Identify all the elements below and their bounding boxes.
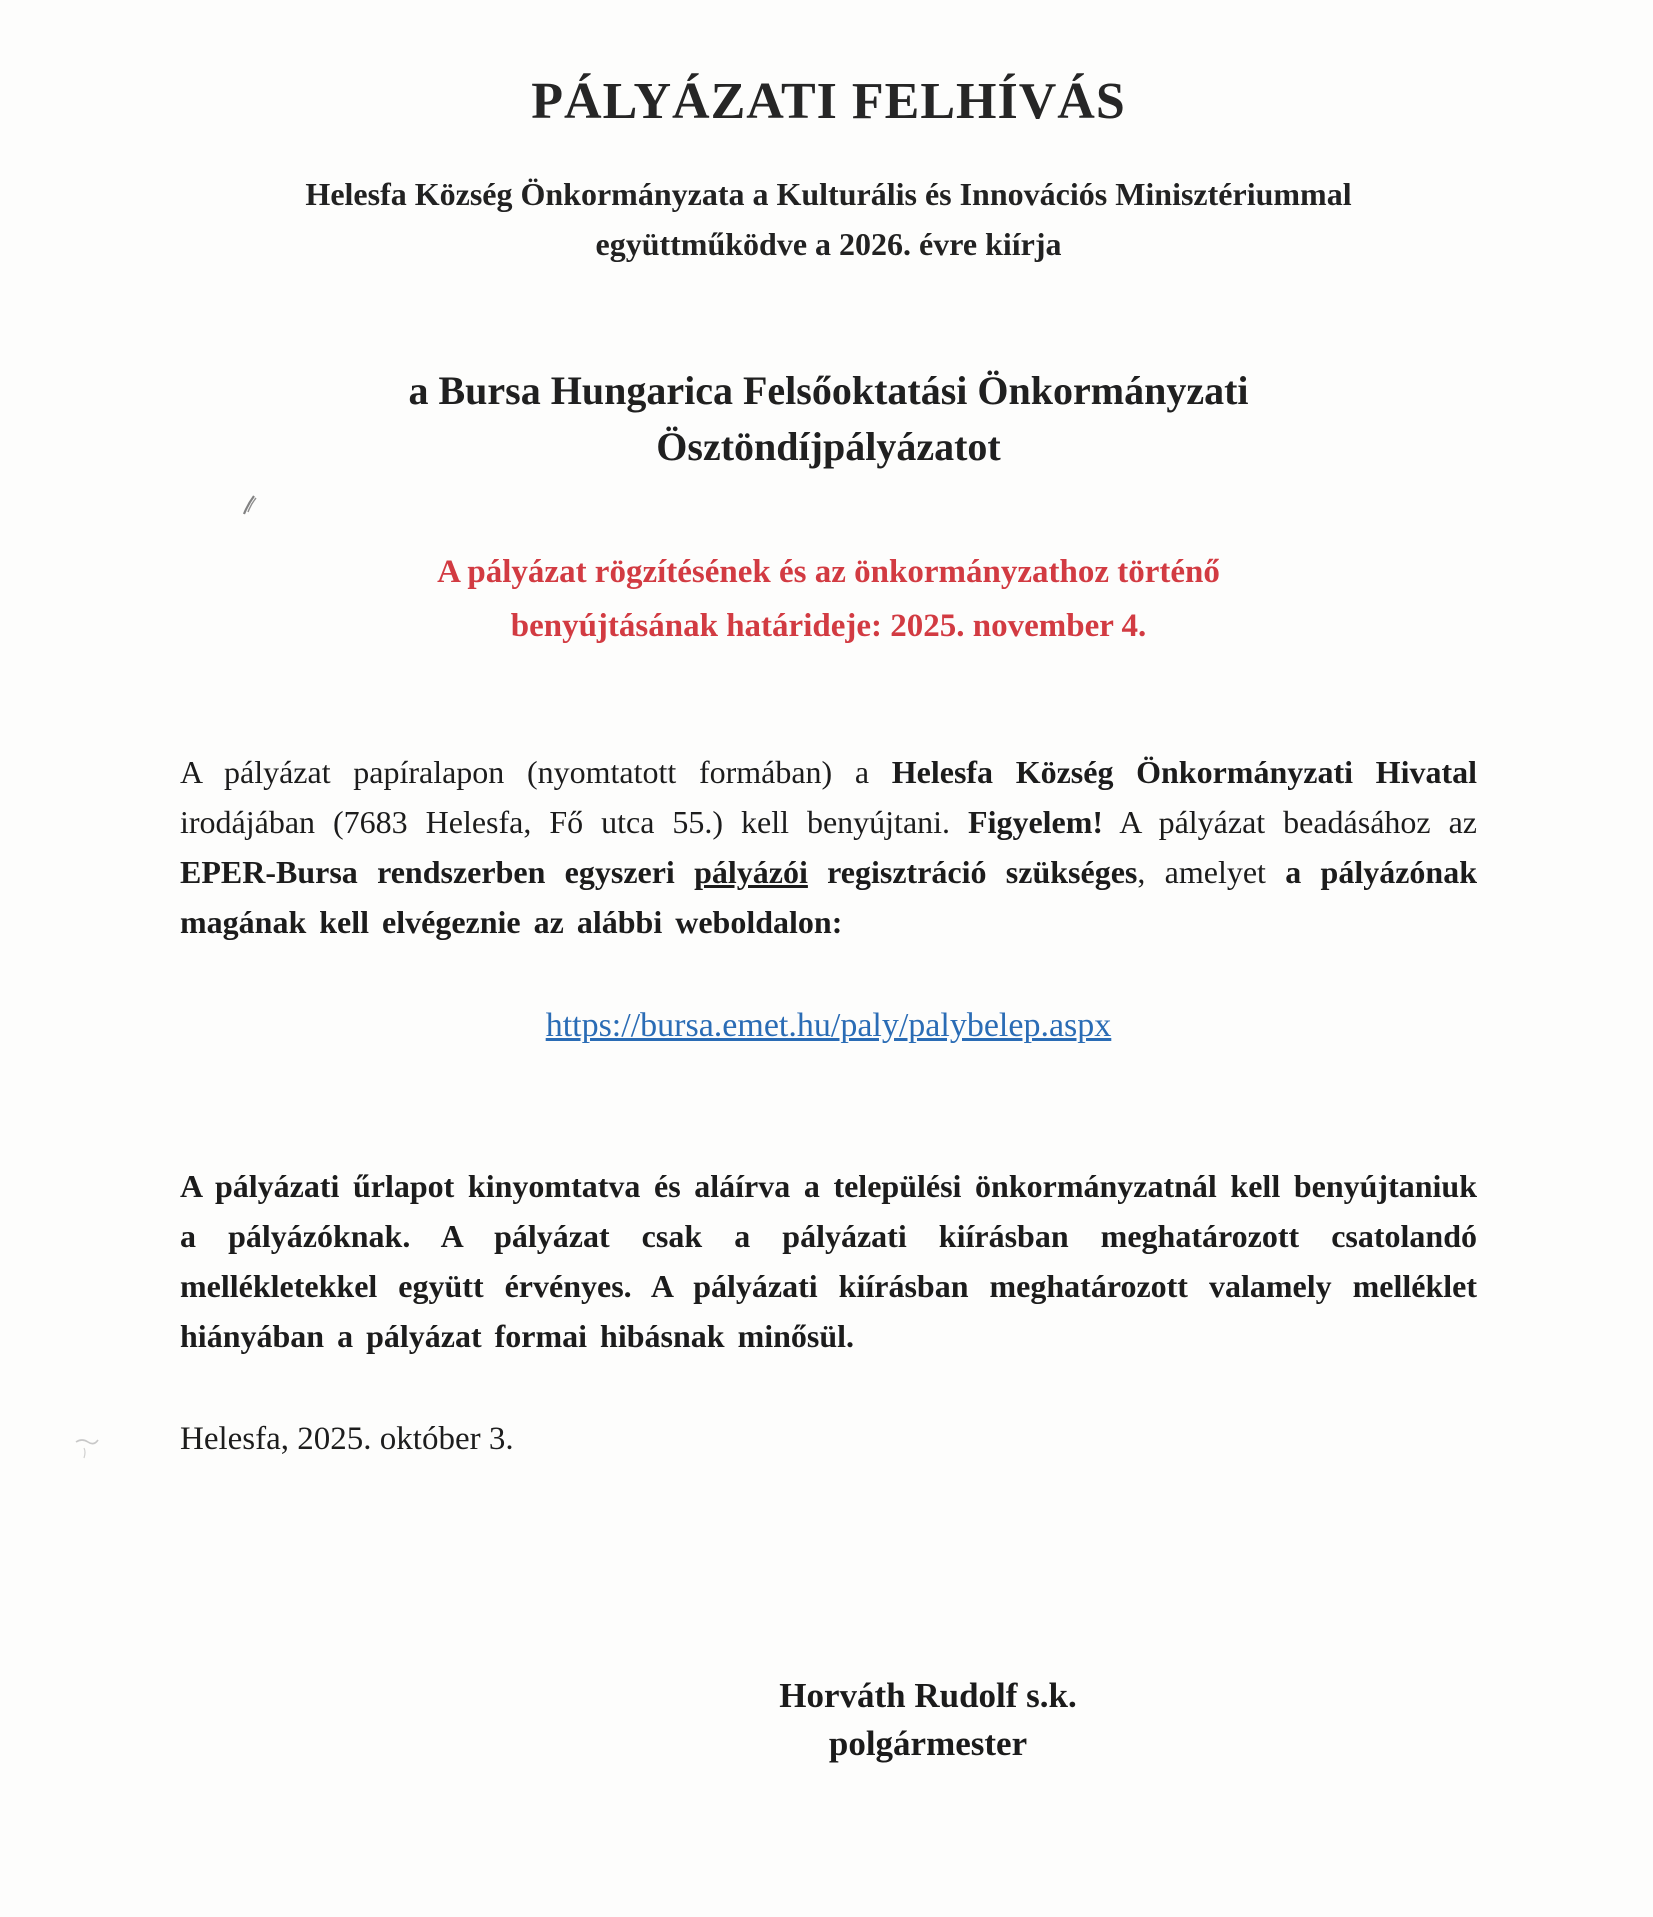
registration-url-line xyxy=(180,1003,1477,1049)
submission-instructions-paragraph: A pályázat papíralapon (nyomtatott formában) a Helesfa Község Önkormányzati Hivatal irodájában (7683 Helesfa, Fő utca 55.) kell benyújtani. Figyelem! A pályázat beadásához az EPER-Bursa rendszerben egyszeri pályázói regisztráció szükséges, amelyet a pályázónak magának kell elvégeznie az alábbi weboldalon: xyxy=(180,754,1478,940)
deadline-line-2: benyújtásának határideje: 2025. november 4. xyxy=(510,608,1147,644)
signatory-name: Horváth Rudolf s.k. xyxy=(779,1676,1077,1715)
issuer-line-2: együttműködve a 2026. évre kiírja xyxy=(595,226,1062,262)
program-title-line-2: Ösztöndíjpályázatot xyxy=(656,424,1001,469)
signatory-title: polgármester xyxy=(828,1724,1028,1763)
signature-block xyxy=(648,1673,1208,1769)
program-title xyxy=(180,363,1477,475)
issuer-line-1: Helesfa Község Önkormányzata a Kulturális és Innovációs Minisztériummal xyxy=(305,176,1352,212)
document-title: PÁLYÁZATI FELHÍVÁS xyxy=(531,73,1126,130)
program-title-line-1: a Bursa Hungarica Felsőoktatási Önkormányzati xyxy=(408,368,1249,413)
issuer-line xyxy=(180,169,1477,269)
registration-link[interactable]: https://bursa.emet.hu/paly/palybelep.aspx xyxy=(545,1007,1112,1044)
pencil-squiggle-icon xyxy=(72,1432,102,1466)
form-requirements-paragraph: A pályázati űrlapot kinyomtatva és aláírva a települési önkormányzatnál kell benyújtaniuk a pályázóknak. A pályázat csak a pályázati kiírásban meghatározott csatolandó mellékletekkel együtt érvényes. A pályázati kiírásban meghatározott valamely melléklet hiányában a pályázat formai hibásnak minősül. xyxy=(180,1168,1477,1354)
ink-smudge-icon xyxy=(238,492,260,518)
dateline: Helesfa, 2025. október 3. xyxy=(180,1421,514,1457)
deadline-line-1: A pályázat rögzítésének és az önkormányzathoz történő xyxy=(437,554,1220,590)
deadline-notice xyxy=(180,545,1477,653)
